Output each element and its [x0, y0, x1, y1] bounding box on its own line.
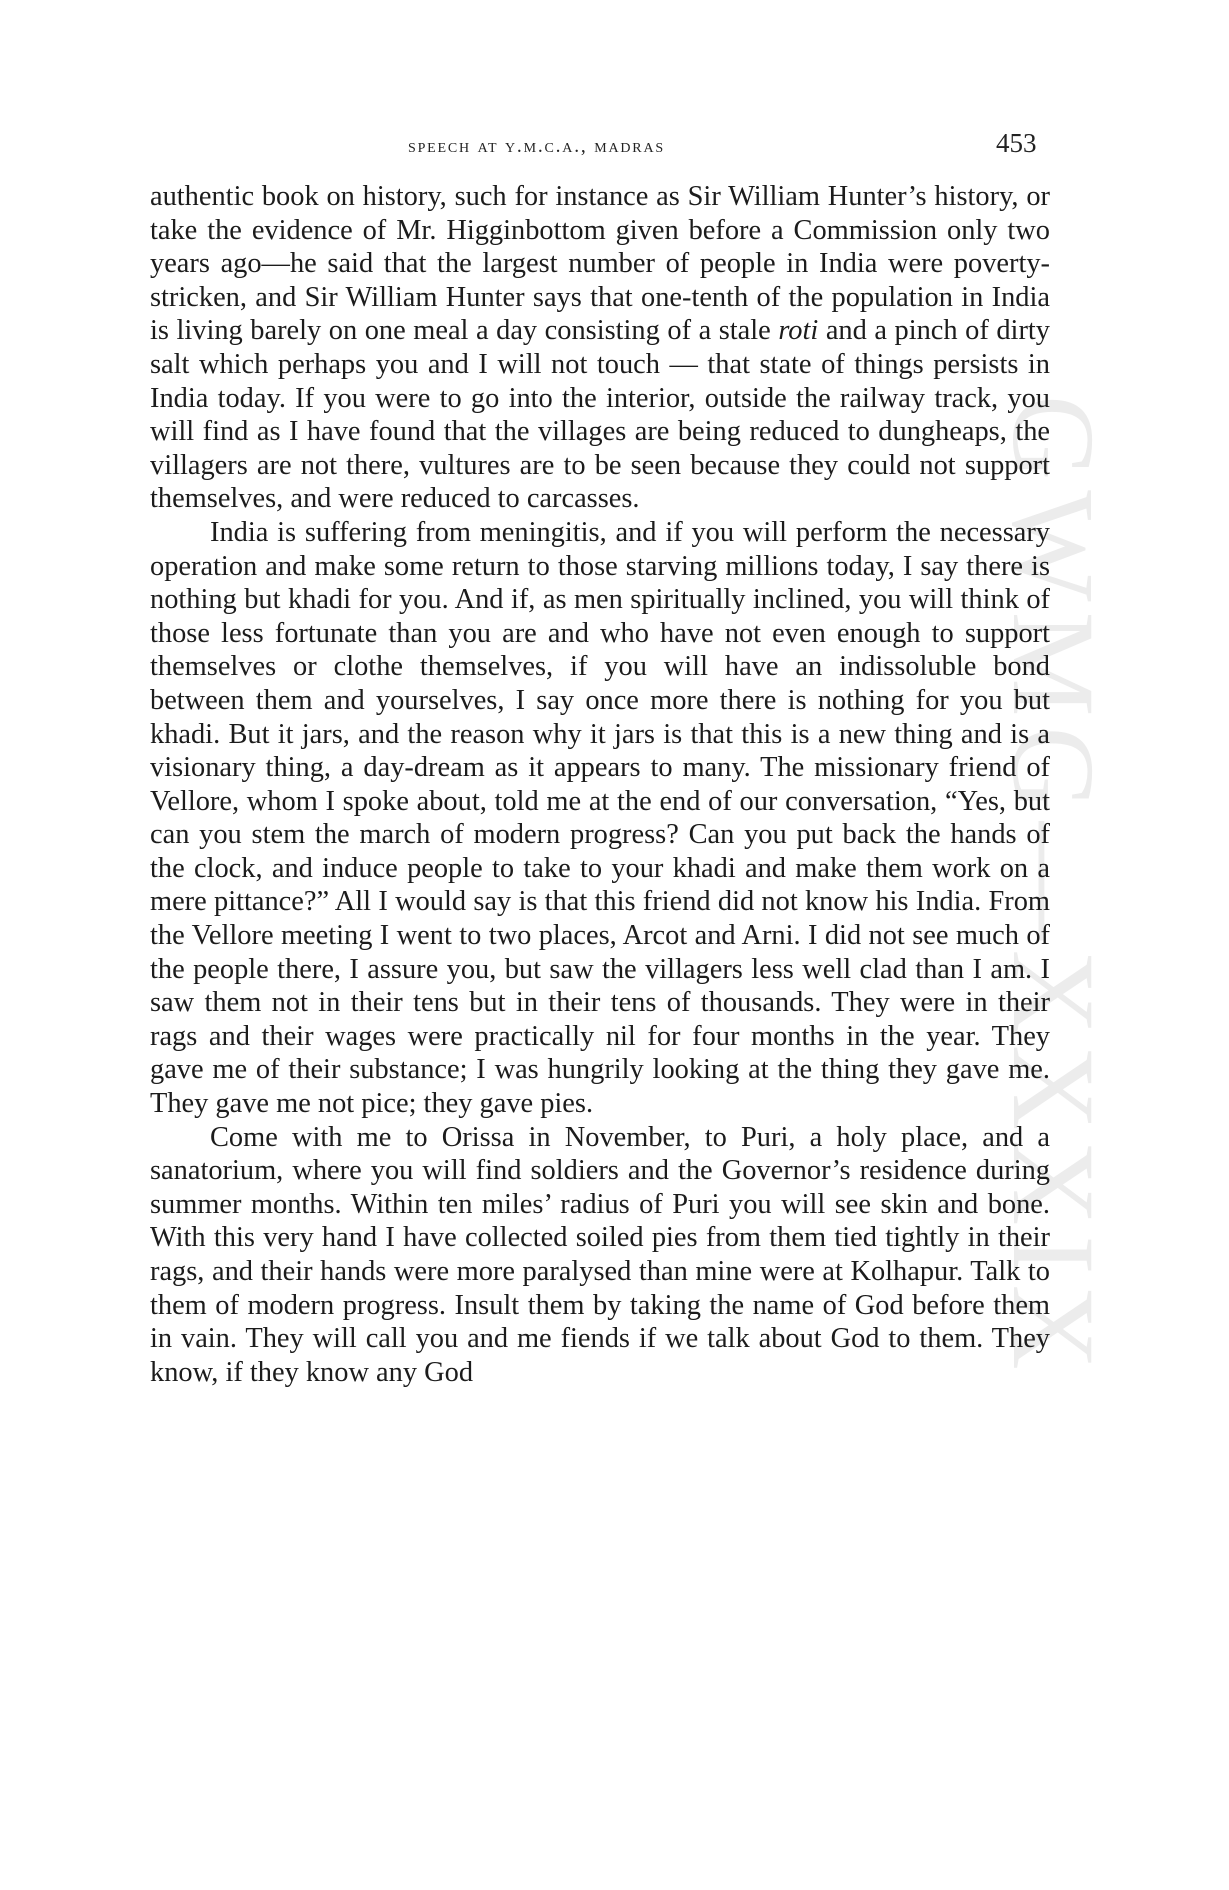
watermark-text: GWMG—XXXIX	[988, 395, 1119, 1380]
text-run: and a pinch of dirty salt which perhaps you and I will not touch — that state of things persists in India today. If you were to go into the interior, outside the railway track, you will find as I have found that the villages are being reduced to dungheaps, the villagers are not there, vultures are to be seen because they could not support themselves, and were reduced to carcasses.	[150, 315, 1050, 515]
paragraph	[150, 1121, 1050, 1390]
running-head: speech at y.m.c.a., madras	[408, 136, 665, 157]
text-run: Come with me to Orissa in November, to Puri, a holy place, and a sanatorium, where you will find soldiers and the Governor’s residence during summer months. Within ten miles’ radius of Puri you will see skin and bone. With this very hand I have collected soiled pies from them tied tightly in their rags, and their hands were more paralysed than mine were at Kolhapur. Talk to them of modern progress. Insult them by taking the name of God before them in vain. They will call you and me fiends if we talk about God to them. They know, if they know any God	[150, 1121, 1050, 1388]
paragraph	[150, 516, 1050, 1121]
page-number: 453	[996, 128, 1037, 158]
paragraph	[150, 180, 1050, 516]
text-run: authentic book on history, such for instance as Sir William Hunter’s history, or take the evidence of Mr. Higginbottom given before a Commission only two years ago—he said that the largest number of people in India were poverty-stricken, and Sir William Hunter says that one-tenth of the population in India is living barely on one meal a day consisting of a stale	[150, 181, 1050, 347]
italic-text: roti	[778, 315, 819, 347]
text-run: India is suffering from meningitis, and if you will perform the necessary operation and make some return to those starving millions today, I say there is nothing but khadi for you. And if, as men spiritually inclined, you will think of those less fortunate than you are and who have not even enough to support themselves or clothe themselves, if you will have an indissoluble bond between them and yourselves, I say once more there is nothing for you but khadi. But it jars, and the reason why it jars is that this is a new thing and is a visionary thing, a day-dream as it appears to many. The missionary friend of Vellore, whom I spoke about, told me at the end of our conversation, “Yes, but can you stem the march of modern progress? Can you put back the hands of the clock, and induce people to take to your khadi and make them work on a mere pittance?” All I would say is that this friend did not know his India. From the Vellore meeting I went to two places, Arcot and Arni. I did not see much of the people there, I assure you, but saw the villagers less well clad than I am. I saw them not in their tens but in their tens of thousands. They were in their rags and their wages were practically nil for four months in the year. They gave me of their substance; I was hungrily looking at the thing they gave me. They gave me not pice; they gave pies.	[150, 516, 1050, 1120]
body-text	[150, 180, 1050, 1389]
